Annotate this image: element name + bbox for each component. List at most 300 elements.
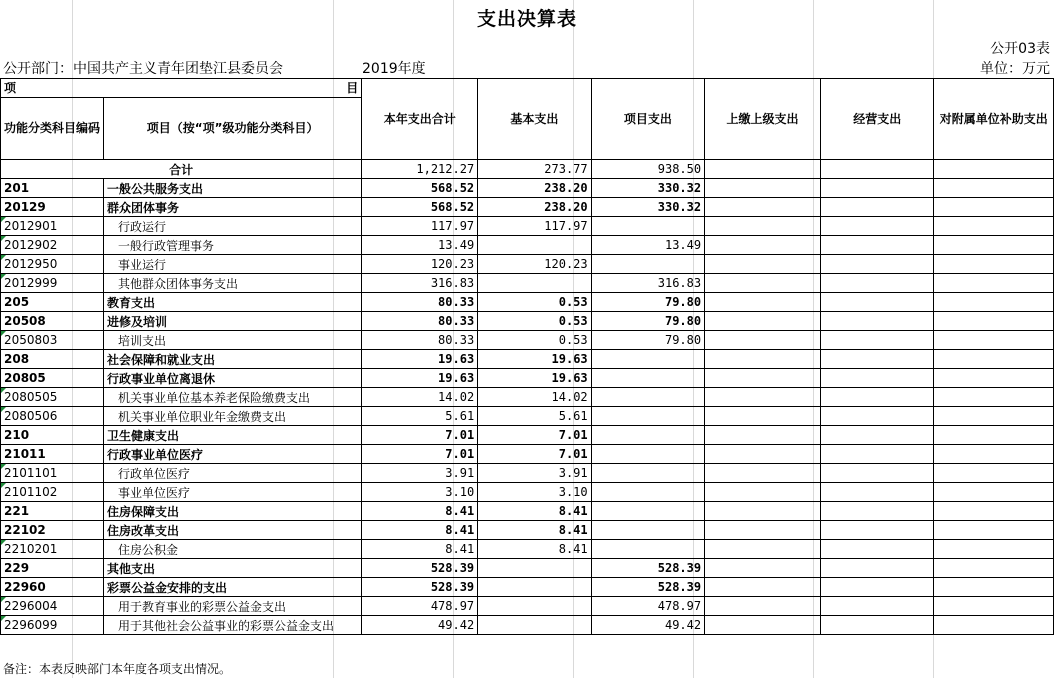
row-upper[interactable] — [705, 578, 821, 597]
row-total-text: 528.39 — [430, 561, 475, 575]
row-subsidy[interactable] — [934, 369, 1054, 388]
row-basic[interactable] — [478, 236, 591, 255]
header-xiang-mu[interactable] — [1, 79, 362, 98]
department-label: 公开部门：中国共产主义青年团垫江县委员会 — [3, 61, 283, 77]
row-upper[interactable] — [705, 388, 821, 407]
table-row — [1, 464, 1054, 483]
table-row — [1, 312, 1054, 331]
row-project[interactable] — [591, 521, 704, 540]
table-row — [1, 483, 1054, 502]
row-project[interactable] — [591, 369, 704, 388]
row-basic[interactable] — [478, 331, 591, 350]
row-business[interactable] — [820, 312, 933, 331]
header-basic[interactable]: 基本支出 — [478, 79, 591, 160]
total-label[interactable]: 合计 — [1, 160, 362, 179]
total-project[interactable]: 938.50 — [591, 160, 704, 179]
row-basic[interactable] — [478, 293, 591, 312]
row-basic[interactable] — [478, 426, 591, 445]
row-project[interactable] — [591, 236, 704, 255]
row-name[interactable] — [104, 217, 362, 236]
row-total[interactable] — [362, 312, 478, 331]
row-project[interactable] — [591, 293, 704, 312]
row-code[interactable] — [1, 369, 104, 388]
row-total[interactable] — [362, 445, 478, 464]
row-basic[interactable] — [478, 483, 591, 502]
row-subsidy[interactable] — [934, 483, 1054, 502]
header-project[interactable]: 项目支出 — [591, 79, 704, 160]
table-row — [1, 521, 1054, 540]
row-subsidy[interactable] — [934, 198, 1054, 217]
row-name-text: 教育支出 — [107, 295, 156, 310]
row-basic-text: 0.53 — [558, 333, 588, 347]
row-total[interactable] — [362, 559, 478, 578]
row-name[interactable] — [104, 616, 362, 635]
row-basic[interactable] — [478, 502, 591, 521]
row-basic[interactable] — [478, 407, 591, 426]
row-project[interactable] — [591, 179, 704, 198]
row-subsidy[interactable] — [934, 217, 1054, 236]
row-upper[interactable] — [705, 483, 821, 502]
row-basic-text: 3.10 — [558, 485, 588, 499]
table-row — [1, 350, 1054, 369]
table-row — [1, 274, 1054, 293]
row-code-text: 2296004 — [4, 599, 58, 613]
row-code[interactable] — [1, 388, 104, 407]
row-project-text: 478.97 — [657, 599, 702, 613]
row-basic-text: 7.01 — [558, 428, 588, 442]
row-name[interactable] — [104, 274, 362, 293]
row-total[interactable] — [362, 369, 478, 388]
table-row — [1, 597, 1054, 616]
header-business[interactable]: 经营支出 — [820, 79, 933, 160]
row-subsidy[interactable] — [934, 426, 1054, 445]
row-business[interactable] — [820, 331, 933, 350]
row-subsidy[interactable] — [934, 312, 1054, 331]
row-total[interactable] — [362, 483, 478, 502]
row-code[interactable] — [1, 445, 104, 464]
row-upper[interactable] — [705, 217, 821, 236]
row-total-text: 49.42 — [438, 618, 475, 632]
row-total-text: 7.01 — [445, 447, 475, 461]
row-total-text: 13.49 — [438, 238, 475, 252]
table-row — [1, 179, 1054, 198]
row-upper[interactable] — [705, 274, 821, 293]
row-project[interactable] — [591, 388, 704, 407]
row-upper[interactable] — [705, 445, 821, 464]
table-row — [1, 369, 1054, 388]
header-code[interactable]: 功能分类科目编码 — [1, 98, 104, 160]
row-upper[interactable] — [705, 464, 821, 483]
comment-marker-icon — [1, 388, 6, 393]
comment-marker-icon — [1, 540, 6, 545]
row-upper[interactable] — [705, 521, 821, 540]
row-name-text: 行政事业单位医疗 — [107, 447, 204, 462]
row-name[interactable] — [104, 179, 362, 198]
row-subsidy[interactable] — [934, 407, 1054, 426]
row-code-text: 20129 — [4, 200, 46, 214]
row-subsidy[interactable] — [934, 331, 1054, 350]
row-business[interactable] — [820, 464, 933, 483]
row-basic[interactable] — [478, 312, 591, 331]
row-code-text: 208 — [4, 352, 30, 366]
table-row — [1, 217, 1054, 236]
row-business[interactable] — [820, 255, 933, 274]
row-business[interactable] — [820, 540, 933, 559]
row-basic[interactable] — [478, 255, 591, 274]
row-total-text: 8.41 — [445, 504, 475, 518]
row-subsidy[interactable] — [934, 502, 1054, 521]
row-code-text: 2101102 — [4, 485, 58, 499]
row-business[interactable] — [820, 426, 933, 445]
row-name[interactable] — [104, 559, 362, 578]
row-upper[interactable] — [705, 236, 821, 255]
row-total[interactable] — [362, 236, 478, 255]
row-business[interactable] — [820, 293, 933, 312]
row-business[interactable] — [820, 369, 933, 388]
row-name[interactable] — [104, 426, 362, 445]
row-project[interactable] — [591, 578, 704, 597]
row-name[interactable] — [104, 445, 362, 464]
row-code[interactable] — [1, 274, 104, 293]
row-total[interactable] — [362, 540, 478, 559]
row-code-text: 210 — [4, 428, 30, 442]
row-basic[interactable] — [478, 274, 591, 293]
row-basic[interactable] — [478, 445, 591, 464]
row-upper[interactable] — [705, 312, 821, 331]
row-name-text: 用于其他社会公益事业的彩票公益金支出 — [118, 618, 335, 633]
row-project[interactable] — [591, 464, 704, 483]
table-row — [1, 407, 1054, 426]
row-basic[interactable] — [478, 388, 591, 407]
row-basic-text: 238.20 — [544, 181, 588, 195]
row-upper[interactable] — [705, 502, 821, 521]
row-code-text: 20508 — [4, 314, 46, 328]
row-basic[interactable] — [478, 179, 591, 198]
row-name[interactable] — [104, 255, 362, 274]
row-basic[interactable] — [478, 198, 591, 217]
row-name[interactable] — [104, 597, 362, 616]
row-name[interactable] — [104, 236, 362, 255]
table-row — [1, 198, 1054, 217]
row-total[interactable] — [362, 464, 478, 483]
row-code[interactable] — [1, 198, 104, 217]
row-name-text: 群众团体事务 — [107, 200, 180, 215]
row-upper[interactable] — [705, 198, 821, 217]
row-business[interactable] — [820, 274, 933, 293]
row-upper[interactable] — [705, 559, 821, 578]
table-row — [1, 578, 1054, 597]
row-basic-text: 117.97 — [544, 219, 588, 233]
row-total-text: 3.91 — [445, 466, 475, 480]
total-upper[interactable] — [705, 160, 821, 179]
row-basic[interactable] — [478, 559, 591, 578]
header-mu: 目 — [346, 81, 359, 95]
row-code[interactable] — [1, 616, 104, 635]
row-subsidy[interactable] — [934, 350, 1054, 369]
row-name[interactable] — [104, 521, 362, 540]
row-name-text: 机关事业单位职业年金缴费支出 — [118, 409, 287, 424]
row-business[interactable] — [820, 179, 933, 198]
row-name[interactable] — [104, 407, 362, 426]
row-business[interactable] — [820, 483, 933, 502]
header-upper[interactable]: 上缴上级支出 — [705, 79, 821, 160]
row-basic-text: 7.01 — [558, 447, 588, 461]
row-subsidy[interactable] — [934, 388, 1054, 407]
row-project[interactable] — [591, 445, 704, 464]
row-code[interactable] — [1, 236, 104, 255]
table-row — [1, 616, 1054, 635]
row-upper[interactable] — [705, 255, 821, 274]
row-basic[interactable] — [478, 521, 591, 540]
row-project[interactable] — [591, 426, 704, 445]
row-code-text: 2080505 — [4, 390, 58, 404]
row-basic-text: 19.63 — [551, 371, 588, 385]
row-total[interactable] — [362, 217, 478, 236]
row-upper[interactable] — [705, 597, 821, 616]
row-project-text: 528.39 — [657, 580, 702, 594]
row-name[interactable] — [104, 502, 362, 521]
row-basic[interactable] — [478, 597, 591, 616]
row-project[interactable] — [591, 483, 704, 502]
row-code[interactable] — [1, 217, 104, 236]
row-business[interactable] — [820, 521, 933, 540]
row-name[interactable] — [104, 293, 362, 312]
row-basic-text: 14.02 — [551, 390, 588, 404]
row-basic[interactable] — [478, 540, 591, 559]
row-business[interactable] — [820, 198, 933, 217]
header-item[interactable]: 项目（按“项”级功能分类科目） — [104, 98, 362, 160]
row-total[interactable] — [362, 597, 478, 616]
row-code-text: 2050803 — [4, 333, 58, 347]
unit-label: 单位：万元 — [980, 61, 1050, 77]
row-total[interactable] — [362, 521, 478, 540]
row-subsidy[interactable] — [934, 445, 1054, 464]
row-business[interactable] — [820, 559, 933, 578]
row-total[interactable] — [362, 502, 478, 521]
row-upper[interactable] — [705, 616, 821, 635]
row-total[interactable] — [362, 616, 478, 635]
row-name-text: 卫生健康支出 — [107, 428, 180, 443]
row-subsidy[interactable] — [934, 521, 1054, 540]
row-project[interactable] — [591, 312, 704, 331]
row-code[interactable] — [1, 464, 104, 483]
row-total[interactable] — [362, 179, 478, 198]
table-row — [1, 559, 1054, 578]
row-name-text: 其他支出 — [107, 561, 156, 576]
row-name-text: 住房改革支出 — [107, 523, 180, 538]
row-code[interactable] — [1, 597, 104, 616]
row-basic[interactable] — [478, 217, 591, 236]
row-total[interactable] — [362, 350, 478, 369]
row-project[interactable] — [591, 559, 704, 578]
row-total-text: 568.52 — [430, 181, 475, 195]
row-subsidy[interactable] — [934, 597, 1054, 616]
row-project[interactable] — [591, 350, 704, 369]
row-code[interactable] — [1, 502, 104, 521]
row-project[interactable] — [591, 616, 704, 635]
row-business[interactable] — [820, 350, 933, 369]
table-row — [1, 445, 1054, 464]
row-code-text: 2210201 — [4, 542, 58, 556]
row-basic[interactable] — [478, 350, 591, 369]
row-business[interactable] — [820, 616, 933, 635]
row-name[interactable] — [104, 388, 362, 407]
row-subsidy[interactable] — [934, 464, 1054, 483]
row-name[interactable] — [104, 331, 362, 350]
row-code-text: 2012999 — [4, 276, 58, 290]
row-total[interactable] — [362, 388, 478, 407]
row-name-text: 行政事业单位离退休 — [107, 371, 216, 386]
table-row — [1, 293, 1054, 312]
table-row — [1, 502, 1054, 521]
row-project[interactable] — [591, 198, 704, 217]
row-project[interactable] — [591, 255, 704, 274]
row-code[interactable] — [1, 559, 104, 578]
row-name[interactable] — [104, 198, 362, 217]
header-total[interactable]: 本年支出合计 — [362, 79, 478, 160]
row-code[interactable] — [1, 407, 104, 426]
row-project[interactable] — [591, 502, 704, 521]
row-upper[interactable] — [705, 407, 821, 426]
row-total-text: 80.33 — [438, 295, 475, 309]
row-basic[interactable] — [478, 369, 591, 388]
header-subsidy[interactable]: 对附属单位补助支出 — [934, 79, 1054, 160]
row-total[interactable] — [362, 407, 478, 426]
row-upper[interactable] — [705, 293, 821, 312]
row-subsidy[interactable] — [934, 540, 1054, 559]
row-total[interactable] — [362, 198, 478, 217]
row-project[interactable] — [591, 407, 704, 426]
row-name-text: 彩票公益金安排的支出 — [107, 580, 228, 595]
row-name[interactable] — [104, 464, 362, 483]
row-subsidy[interactable] — [934, 236, 1054, 255]
row-basic[interactable] — [478, 578, 591, 597]
comment-marker-icon — [1, 255, 6, 260]
row-project[interactable] — [591, 540, 704, 559]
row-code[interactable] — [1, 350, 104, 369]
row-code-text: 22960 — [4, 580, 46, 594]
row-code[interactable] — [1, 293, 104, 312]
row-upper[interactable] — [705, 426, 821, 445]
row-basic-text: 238.20 — [544, 200, 588, 214]
fiscal-year: 2019年度 — [362, 61, 426, 77]
row-total[interactable] — [362, 578, 478, 597]
row-total-text: 80.33 — [438, 333, 475, 347]
row-name[interactable] — [104, 483, 362, 502]
row-code[interactable] — [1, 540, 104, 559]
table-row — [1, 426, 1054, 445]
row-upper[interactable] — [705, 331, 821, 350]
row-name-text: 一般公共服务支出 — [107, 181, 204, 196]
row-total[interactable] — [362, 293, 478, 312]
row-name[interactable] — [104, 369, 362, 388]
row-business[interactable] — [820, 445, 933, 464]
row-code-text: 2012902 — [4, 238, 58, 252]
row-total[interactable] — [362, 255, 478, 274]
row-code[interactable] — [1, 312, 104, 331]
row-upper[interactable] — [705, 350, 821, 369]
row-subsidy[interactable] — [934, 616, 1054, 635]
row-name-text: 行政单位医疗 — [118, 466, 191, 481]
row-name[interactable] — [104, 350, 362, 369]
row-name-text: 住房保障支出 — [107, 504, 180, 519]
row-code[interactable] — [1, 521, 104, 540]
row-code-text: 2101101 — [4, 466, 58, 480]
row-code-text: 205 — [4, 295, 30, 309]
row-total-text: 117.97 — [430, 219, 475, 233]
table-row — [1, 540, 1054, 559]
row-name[interactable] — [104, 540, 362, 559]
row-name[interactable] — [104, 312, 362, 331]
comment-marker-icon — [1, 217, 6, 222]
row-business[interactable] — [820, 502, 933, 521]
comment-marker-icon — [1, 464, 6, 469]
row-subsidy[interactable] — [934, 255, 1054, 274]
row-business[interactable] — [820, 578, 933, 597]
row-code[interactable] — [1, 255, 104, 274]
row-project-text: 79.80 — [664, 333, 702, 347]
total-basic[interactable]: 273.77 — [478, 160, 591, 179]
row-business[interactable] — [820, 388, 933, 407]
row-total-text: 19.63 — [438, 352, 475, 366]
total-subsidy[interactable] — [934, 160, 1054, 179]
row-code[interactable] — [1, 179, 104, 198]
row-code-text: 2296099 — [4, 618, 58, 632]
row-business[interactable] — [820, 407, 933, 426]
row-subsidy[interactable] — [934, 293, 1054, 312]
total-amount[interactable]: 1,212.27 — [362, 160, 478, 179]
row-code[interactable] — [1, 426, 104, 445]
row-name-text: 其他群众团体事务支出 — [118, 276, 239, 291]
row-project-text: 49.42 — [664, 618, 702, 632]
row-upper[interactable] — [705, 179, 821, 198]
row-business[interactable] — [820, 597, 933, 616]
row-project-text: 13.49 — [664, 238, 702, 252]
row-basic[interactable] — [478, 464, 591, 483]
row-subsidy[interactable] — [934, 179, 1054, 198]
row-business[interactable] — [820, 217, 933, 236]
row-code[interactable] — [1, 483, 104, 502]
row-project[interactable] — [591, 597, 704, 616]
row-project-text: 316.83 — [657, 276, 702, 290]
row-business[interactable] — [820, 236, 933, 255]
row-subsidy[interactable] — [934, 274, 1054, 293]
row-project[interactable] — [591, 331, 704, 350]
row-basic-text: 3.91 — [558, 466, 588, 480]
table-row — [1, 331, 1054, 350]
row-project[interactable] — [591, 274, 704, 293]
row-total[interactable] — [362, 274, 478, 293]
row-code[interactable] — [1, 578, 104, 597]
row-basic[interactable] — [478, 616, 591, 635]
total-business[interactable] — [820, 160, 933, 179]
row-code-text: 201 — [4, 181, 30, 195]
row-subsidy[interactable] — [934, 578, 1054, 597]
row-code[interactable] — [1, 331, 104, 350]
row-basic-text: 8.41 — [558, 504, 588, 518]
comment-marker-icon — [1, 616, 6, 621]
row-project[interactable] — [591, 217, 704, 236]
row-total-text: 80.33 — [438, 314, 475, 328]
row-name-text: 住房公积金 — [118, 542, 179, 557]
row-upper[interactable] — [705, 369, 821, 388]
row-total[interactable] — [362, 331, 478, 350]
row-name-text: 用于教育事业的彩票公益金支出 — [118, 599, 287, 614]
row-total[interactable] — [362, 426, 478, 445]
row-name[interactable] — [104, 578, 362, 597]
row-upper[interactable] — [705, 540, 821, 559]
row-subsidy[interactable] — [934, 559, 1054, 578]
